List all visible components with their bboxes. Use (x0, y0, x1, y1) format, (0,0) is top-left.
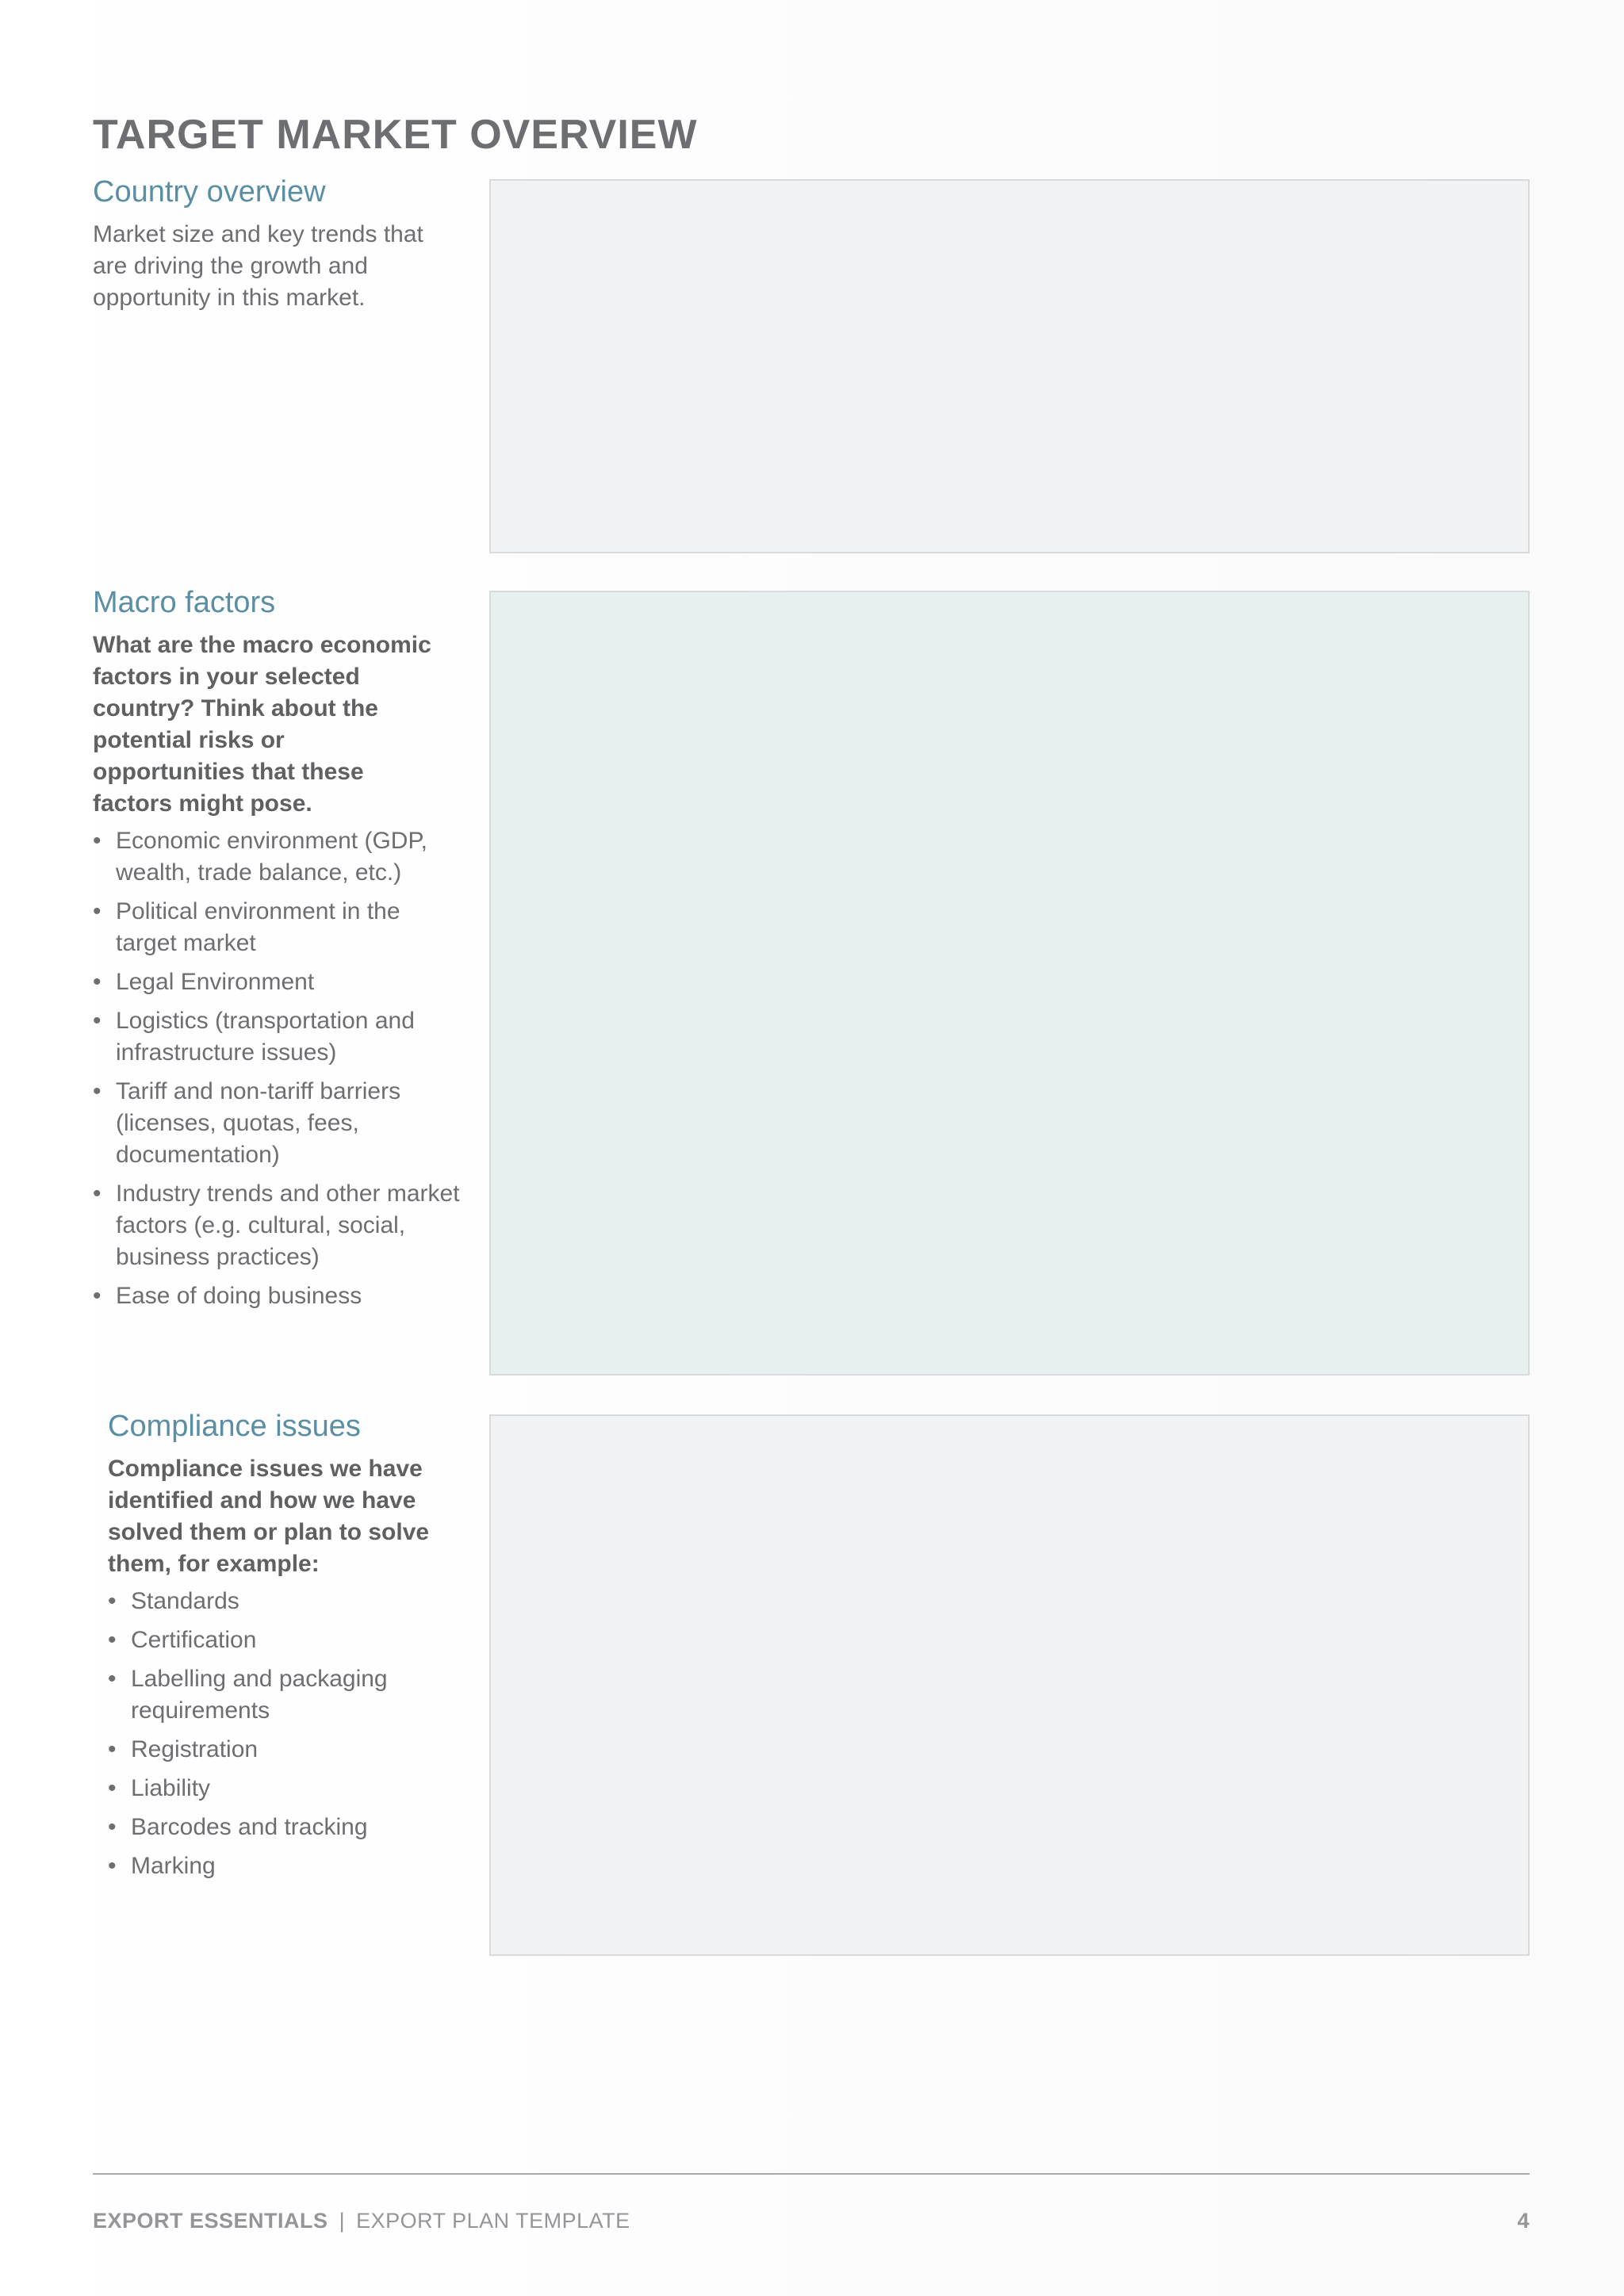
compliance-item-text: Certification (131, 1627, 257, 1653)
bullet-icon: • (108, 1588, 117, 1614)
bullet-icon: • (93, 969, 102, 995)
macro-factor-item-text: Political environment in the target market (116, 898, 400, 956)
bullet-icon: • (93, 1283, 102, 1309)
bullet-icon: • (93, 1008, 102, 1034)
macro-factor-item-text: Economic environment (GDP, wealth, trade balance, etc.) (116, 828, 427, 886)
page-number: 4 (1517, 2209, 1530, 2233)
bullet-icon: • (108, 1814, 117, 1840)
macro-factor-item (93, 1076, 465, 1171)
macro-factor-item-text: Ease of doing business (116, 1283, 362, 1309)
compliance-issues-input-area[interactable] (489, 1414, 1530, 1956)
compliance-item-text: Marking (131, 1853, 216, 1879)
compliance-item-text: Registration (131, 1736, 259, 1762)
bullet-icon: • (93, 898, 102, 924)
compliance-issues-intro: Compliance issues we have identified and how we have solved them or plan to solve them, for example: (108, 1456, 430, 1577)
footer-divider (93, 2173, 1530, 2175)
country-overview-description: Market size and key trends that are driving the growth and opportunity in this market. (93, 221, 423, 311)
compliance-item (108, 1812, 469, 1843)
compliance-item-text: Standards (131, 1588, 239, 1614)
macro-factor-item-text: Tariff and non-tariff barriers (licenses, quotas, fees, documentation) (116, 1078, 401, 1168)
bullet-icon: • (108, 1853, 117, 1879)
country-overview-heading: Country overview (93, 175, 326, 209)
macro-factor-item (93, 966, 465, 998)
macro-factors-input-area[interactable] (489, 591, 1530, 1376)
macro-factor-item (93, 896, 465, 959)
macro-factors-intro: What are the macro economic factors in your selected country? Think about the potential risks or opportunities that these factors might pose. (93, 632, 431, 817)
compliance-item (108, 1586, 469, 1617)
country-overview-input-area[interactable] (489, 179, 1530, 553)
bullet-icon: • (108, 1627, 117, 1653)
compliance-item-text: Labelling and packaging requirements (131, 1666, 388, 1724)
macro-factors-list (93, 825, 465, 1319)
macro-factor-item (93, 1280, 465, 1312)
bullet-icon: • (108, 1666, 117, 1692)
bullet-icon: • (108, 1736, 117, 1762)
footer-separator: | (339, 2209, 346, 2233)
compliance-item-text: Liability (131, 1775, 211, 1801)
compliance-item-text: Barcodes and tracking (131, 1814, 368, 1840)
bullet-icon: • (93, 828, 102, 854)
footer-document-name: EXPORT PLAN TEMPLATE (356, 2209, 630, 2233)
bullet-icon: • (93, 1181, 102, 1207)
footer (93, 2209, 1530, 2233)
compliance-issues-heading: Compliance issues (108, 1410, 361, 1443)
bullet-icon: • (108, 1775, 117, 1801)
compliance-item (108, 1773, 469, 1804)
macro-factor-item-text: Logistics (transportation and infrastructure issues) (116, 1008, 415, 1066)
bullet-icon: • (93, 1078, 102, 1104)
macro-factor-item-text: Industry trends and other market factors (e.g. cultural, social, business practices) (116, 1181, 460, 1270)
macro-factors-heading: Macro factors (93, 586, 276, 619)
compliance-item (108, 1850, 469, 1882)
page-title: TARGET MARKET OVERVIEW (93, 112, 698, 158)
compliance-item (108, 1624, 469, 1656)
compliance-item (108, 1734, 469, 1766)
footer-brand: EXPORT ESSENTIALS (93, 2209, 328, 2233)
macro-factor-item-text: Legal Environment (116, 969, 315, 995)
macro-factor-item (93, 1005, 465, 1069)
compliance-item (108, 1663, 469, 1727)
compliance-issues-list (108, 1586, 469, 1889)
macro-factor-item (93, 1178, 465, 1273)
macro-factor-item (93, 825, 465, 889)
